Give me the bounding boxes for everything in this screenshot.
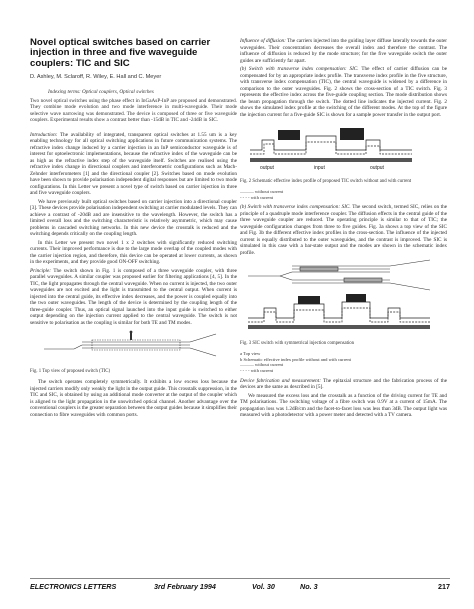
diffusion-paragraph [240,38,447,64]
fig2-label-output-b: output [370,165,384,171]
article-title: Novel optical switches based on carrier injection in three and five waveguide couplers: TIC and SIC [30,37,211,69]
paragraph-text: In this Letter we present two novel 1 x 2 switches with significantly reduced switching currents. Their improved performance is due to the large mode overlap of the coupled modes with the carrier injection region, and therefore, this device can be operated at lower currents, as shown in the experiments, and they provide good ON-OFF switching. [30,239,237,266]
paragraph-text: The switch shown in Fig. 1 is composed of a three waveguide coupler, with three parallel waveguides. A similar coupler was proposed earlier for filtering applications [4, 5]. In the TIC, the light propagates through the central waveguide. When no current is injected, the two outer waveguides are not excited and the light is transmitted to the central output. When current is injected into the central guide, its effective index decreases, and the power is coupled equally into the two outer waveguides. The length of the device is determined by the coupling length of the three-guide coupler. Thus, an optical signal launched into the input guide is switched to either output depending on the injection current applied to the central waveguide. The switch is not sensitive to polarisation as the coupling is similar for both TE and TM modes. [30,267,237,326]
fig3-note: - - - - with current [240,367,274,373]
paragraph-lead: Influence of diffusion: [240,38,286,44]
left-column [30,38,237,420]
fig2-diagram [240,120,447,172]
fig2-electrode [278,130,300,140]
figure-2 [240,120,447,200]
index-terms: Indexing terms: Optical couplers, Optical switches [48,89,154,96]
paragraph-text: The switch operates completely symmetrically. It exhibits a low excess loss because the injected carriers modify only weakly the light in the output guide. This crosstalk suppression, in the TIC and SIC, is obtained by using an additional mode converter at the output of the coupler which is aligned to the light propagation in the unswitched optical channel. Another advantage over the conventional couplers is the greater separation between the output guides because it simplifies their connection to fibre waveguides with common ports. [30,379,237,418]
paragraph-text: The second switch, termed SIC, relies on the principle of a quadruple mode interference coupler. The diffusion effects in the central guide of the three waveguide coupler are reduced. The operating principle is similar to that of TIC; the waveguide configuration changes from three to five guides. Fig. 3a shows a top view of the SIC and Fig. 3b the different effective index profiles in the cross-section. The influence of the injected current is equally distributed to the outer waveguides, and the contrast is improved. The SIC is simulated in this case with a bar-state output and the modes are shown in the schematic index profile. [240,204,448,256]
paragraph-text: We measured the excess loss and the crosstalk as a function of the driving current for TE and TM polarisations. The switching voltage of a fibre switch was 0.9V at a current of 15mA. The propagation loss was 1.2dB/cm and the facet-to-facet loss was less than 3dB. The output light was measured with a photodetector with a power meter and detected with a TV camera. [240,392,447,419]
fig2-label-output-a: output [260,165,274,171]
fig2-caption: Fig. 2 Schematic effective index profile of proposed TIC switch without and with current [240,179,412,184]
fig2-label-input: input [314,165,325,171]
principle-paragraph [30,268,237,327]
body-paragraph [30,199,237,238]
paragraph-lead: Device fabrication and measurement: [240,377,321,384]
paragraph-lead: Introduction: [30,131,58,138]
page-number: 217 [438,582,450,591]
paragraph-text: The availability of integrated, transparent optical switches at 1.55 um is a key enabling technology for all optical switching applications in future communication systems. The refractive index change induced by a carrier injection in an InP semiconductor waveguide is of interest for optoelectronic implementations, because the refractive index of the waveguide can be as high as the refractive index step of the waveguide itself. Switches are realised using the refractive index change in directional couplers and interferometric configurations such as Mach-Zehnder interferometers [1] and the directional coupler [2]. Switches based on mode evolution have been shown to provide polarisation independent digital responses but are limited to two mode configurations. In this Letter we present a novel type of switch based on carrier injection in three and five waveguide couplers. [30,131,237,197]
paragraph-text: The epitaxial structure and the fabrication process of the devices are the same as described in [5]. [240,377,447,391]
paragraph-lead: (b) Switch with transverse index compensation: SIC. [240,204,351,211]
right-column [240,38,447,421]
fig3-electrode [298,296,320,304]
issue-date: 3rd February 1994 [154,582,216,591]
intro-paragraph [30,132,237,197]
fig3-caption: Fig. 3 SIC switch with symmetrical injection compensation [240,341,355,347]
body-paragraph [30,379,237,418]
paragraph-lead: (b) Switch with transverse index compensation: SIC. [240,66,359,72]
paragraph-text: The carriers injected into the guiding layer diffuse laterally towards the outer waveguides. Their concentration decreases the overall index and therefore the contrast. The influence of diffusion is reduced by the mode structure; for the five waveguide switch the outer guides are sufficiently far apart. [240,38,447,64]
journal-footer [30,578,450,591]
article-authors: D. Ashley, M. Sclaroff, R. Wiley, E. Hall and C. Meyer [30,74,162,81]
fabrication-paragraph [240,378,447,391]
fig3-substrate [248,325,430,329]
abstract: Two novel optical switches using the phase effect in InGaAsP-InP are proposed and demonstrated. They combine mode evolution and two mode interference in multi-waveguide. Their mode selective wave narrowing was demonstrated. The device is composed of three or five waveguide couplers. Experimental results show a contrast better than -15dB in TIC and -24dB in SIC. [30,97,237,124]
fig3-note: ——— without current [240,362,284,368]
paragraph-text: We have previously built optical switches based on carrier injection into a directional coupler [3]. These devices provide polarisation independent switching at carrier modulated levels. They can achieve a contrast of -20dB and are insensitive to the wavelength. However, the switch has a limited overall loss and the switching characteristic is relatively asymmetric, which may cause problems in cascaded switching networks. In this new device the crosstalk is reduced and the switching depends critically on the coupling length. [30,198,237,238]
fig2-legend-without: ——— without current [240,189,284,194]
fig2-legend-with: - - - - with current [240,194,274,200]
sic-paragraph [240,204,447,256]
figure-1 [30,328,237,375]
tic-paragraph [240,66,447,118]
fig3-electrode [346,294,366,302]
paragraph-lead: Principle: [30,267,52,274]
body-paragraph [30,240,237,266]
journal-name: ELECTRONICS LETTERS [30,582,117,591]
fig3-diagram [240,258,447,334]
fig1-caption: Fig. 1 Top view of proposed switch (TIC) [30,369,111,375]
fig1-diagram [30,328,237,362]
fig2-substrate [250,158,412,162]
fig3-note: b Schematic effective index profile without and with current [240,356,351,362]
paragraph-text: The effect of carrier diffusion can be compensated for by an appropriate index profile. The transverse index profile in the five structure, with transverse index compensation (TIC), the central waveguide is widened by a difference in comparison to the outer waveguides. Fig. 2 shows the cross-section of a TIC switch. Fig. 3 represents the effective index across the five-guide coupling section. The mode distribution shows the beam propagation through the switch. The dotted line indicates the injected current. Fig. 2 shows the simulated index profile at the switching of the different modes. At the top of the figure the injection current for a five-guide SIC is shown for a sample power transfer in the output port. [240,66,447,118]
body-paragraph [240,393,447,419]
volume: Vol. 30 [252,582,275,591]
fig2-electrode [340,128,364,140]
issue-number: No. 3 [300,582,318,591]
figure-3 [240,258,447,373]
fig3-note: a Top view [240,351,261,357]
